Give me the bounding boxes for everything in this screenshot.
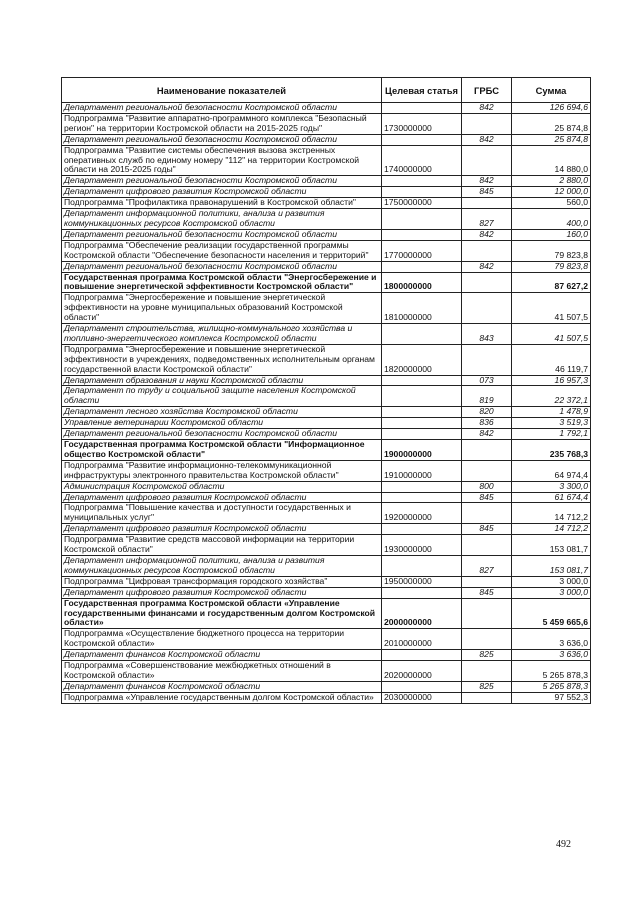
row-name-cell: Подпрограмма "Развитие системы обеспечения вызова экстренных оперативных служб по единому номеру "112" на территории Костромской области на 2015-2025 годы" (62, 145, 382, 176)
row-name-cell: Департамент финансов Костромской области (62, 650, 382, 661)
row-name-cell: Администрация Костромской области (62, 481, 382, 492)
row-name-cell: Департамент региональной безопасности Костромской области (62, 103, 382, 114)
row-target-cell: 2010000000 (382, 629, 462, 650)
row-grbs-cell (462, 503, 512, 524)
row-grbs-cell (462, 198, 512, 209)
header-sum: Сумма (512, 78, 591, 103)
budget-table-container (61, 77, 590, 704)
row-target-cell (382, 261, 462, 272)
table-row (62, 145, 591, 176)
row-name-cell: Подпрограмма "Цифровая трансформация городского хозяйства" (62, 576, 382, 587)
row-sum-cell: 14 712,2 (512, 524, 591, 535)
row-grbs-cell (462, 145, 512, 176)
row-grbs-cell: 845 (462, 587, 512, 598)
row-name-cell: Департамент информационной политики, анализа и развития коммуникационных ресурсов Костромской области (62, 209, 382, 230)
row-sum-cell: 16 957,3 (512, 375, 591, 386)
table-row (62, 503, 591, 524)
row-grbs-cell: 845 (462, 187, 512, 198)
row-target-cell (382, 375, 462, 386)
table-row (62, 272, 591, 293)
row-name-cell: Департамент региональной безопасности Костромской области (62, 134, 382, 145)
row-name-cell: Департамент строительства, жилищно-коммунального хозяйства и топливно-энергетического комплекса Костромской области (62, 324, 382, 345)
table-row (62, 407, 591, 418)
row-name-cell: Департамент по труду и социальной защите населения Костромской области (62, 386, 382, 407)
table-row (62, 324, 591, 345)
row-name-cell: Департамент региональной безопасности Костромской области (62, 261, 382, 272)
row-sum-cell: 153 081,7 (512, 555, 591, 576)
row-name-cell: Департамент финансов Костромской области (62, 681, 382, 692)
row-name-cell: Департамент региональной безопасности Костромской области (62, 176, 382, 187)
row-sum-cell: 153 081,7 (512, 535, 591, 556)
table-row (62, 176, 591, 187)
row-name-cell: Департамент цифрового развития Костромской области (62, 187, 382, 198)
row-name-cell: Департамент региональной безопасности Костромской области (62, 229, 382, 240)
table-row (62, 535, 591, 556)
table-row (62, 440, 591, 461)
row-sum-cell: 5 265 878,3 (512, 661, 591, 682)
row-target-cell: 1730000000 (382, 113, 462, 134)
table-row (62, 576, 591, 587)
row-name-cell: Подпрограмма "Развитие средств массовой информации на территории Костромской области" (62, 535, 382, 556)
table-row (62, 113, 591, 134)
row-target-cell: 2020000000 (382, 661, 462, 682)
table-row (62, 524, 591, 535)
table-row (62, 692, 591, 703)
row-sum-cell: 3 000,0 (512, 576, 591, 587)
row-target-cell: 1820000000 (382, 344, 462, 375)
row-name-cell: Государственная программа Костромской области «Управление государственными финансами и государственным долгом Костромской области» (62, 598, 382, 629)
row-grbs-cell (462, 272, 512, 293)
row-sum-cell: 3 000,0 (512, 587, 591, 598)
row-name-cell: Подпрограмма «Совершенствование межбюджетных отношений в Костромской области» (62, 661, 382, 682)
row-name-cell: Подпрограмма "Развитие аппаратно-программного комплекса "Безопасный регион" на территории Костромской области на 2015-2025 годы" (62, 113, 382, 134)
table-row (62, 587, 591, 598)
row-sum-cell: 3 300,0 (512, 481, 591, 492)
row-target-cell (382, 209, 462, 230)
row-grbs-cell: 842 (462, 103, 512, 114)
row-target-cell: 1800000000 (382, 272, 462, 293)
row-sum-cell: 400,0 (512, 209, 591, 230)
row-target-cell: 2030000000 (382, 692, 462, 703)
row-name-cell: Подпрограмма «Осуществление бюджетного процесса на территории Костромской области» (62, 629, 382, 650)
row-name-cell: Департамент цифрового развития Костромской области (62, 524, 382, 535)
row-target-cell (382, 587, 462, 598)
row-sum-cell: 2 880,0 (512, 176, 591, 187)
row-target-cell: 1750000000 (382, 198, 462, 209)
row-sum-cell: 97 552,3 (512, 692, 591, 703)
row-target-cell: 2000000000 (382, 598, 462, 629)
table-row (62, 229, 591, 240)
row-grbs-cell: 842 (462, 429, 512, 440)
row-sum-cell: 41 507,5 (512, 324, 591, 345)
table-row (62, 481, 591, 492)
table-row (62, 103, 591, 114)
row-target-cell (382, 103, 462, 114)
table-row (62, 681, 591, 692)
table-row (62, 418, 591, 429)
row-grbs-cell: 819 (462, 386, 512, 407)
row-target-cell (382, 176, 462, 187)
row-target-cell: 1950000000 (382, 576, 462, 587)
row-sum-cell: 12 000,0 (512, 187, 591, 198)
row-sum-cell: 3 636,0 (512, 650, 591, 661)
row-name-cell: Подпрограмма "Повышение качества и доступности государственных и муниципальных услуг" (62, 503, 382, 524)
table-row (62, 240, 591, 261)
table-row (62, 661, 591, 682)
row-target-cell: 1910000000 (382, 460, 462, 481)
row-target-cell: 1900000000 (382, 440, 462, 461)
row-grbs-cell: 842 (462, 229, 512, 240)
row-name-cell: Департамент информационной политики, анализа и развития коммуникационных ресурсов Костромской области (62, 555, 382, 576)
row-target-cell (382, 134, 462, 145)
table-body (62, 103, 591, 704)
row-sum-cell: 3 519,3 (512, 418, 591, 429)
row-grbs-cell (462, 344, 512, 375)
table-row (62, 460, 591, 481)
table-row (62, 492, 591, 503)
header-name: Наименование показателей (62, 78, 382, 103)
row-name-cell: Управление ветеринарии Костромской области (62, 418, 382, 429)
row-target-cell (382, 229, 462, 240)
row-sum-cell: 87 627,2 (512, 272, 591, 293)
row-grbs-cell: 827 (462, 555, 512, 576)
row-name-cell: Подпрограмма «Управление государственным долгом Костромской области» (62, 692, 382, 703)
row-target-cell: 1930000000 (382, 535, 462, 556)
row-name-cell: Подпрограмма "Энергосбережение и повышение энергетической эффективности в учреждениях, подведомственных исполнительным органам государственной власти Костромской области" (62, 344, 382, 375)
header-target: Целевая статья (382, 78, 462, 103)
row-name-cell: Подпрограмма "Профилактика правонарушений в Костромской области" (62, 198, 382, 209)
row-grbs-cell (462, 240, 512, 261)
row-sum-cell: 14 880,0 (512, 145, 591, 176)
row-sum-cell: 126 694,6 (512, 103, 591, 114)
row-grbs-cell: 073 (462, 375, 512, 386)
table-row (62, 598, 591, 629)
row-sum-cell: 79 823,8 (512, 240, 591, 261)
row-grbs-cell (462, 535, 512, 556)
row-grbs-cell (462, 440, 512, 461)
row-grbs-cell (462, 460, 512, 481)
page-number: 492 (556, 839, 571, 850)
row-target-cell (382, 555, 462, 576)
row-target-cell (382, 187, 462, 198)
table-row (62, 134, 591, 145)
row-grbs-cell: 845 (462, 524, 512, 535)
row-name-cell: Департамент образования и науки Костромской области (62, 375, 382, 386)
row-name-cell: Департамент цифрового развития Костромской области (62, 492, 382, 503)
row-grbs-cell (462, 629, 512, 650)
row-target-cell: 1770000000 (382, 240, 462, 261)
row-grbs-cell: 836 (462, 418, 512, 429)
row-target-cell (382, 481, 462, 492)
row-target-cell (382, 324, 462, 345)
row-target-cell (382, 650, 462, 661)
row-target-cell: 1920000000 (382, 503, 462, 524)
row-grbs-cell: 827 (462, 209, 512, 230)
row-sum-cell: 3 636,0 (512, 629, 591, 650)
row-grbs-cell: 845 (462, 492, 512, 503)
table-row (62, 386, 591, 407)
row-grbs-cell: 800 (462, 481, 512, 492)
row-target-cell (382, 681, 462, 692)
table-row (62, 375, 591, 386)
row-sum-cell: 46 119,7 (512, 344, 591, 375)
row-sum-cell: 160,0 (512, 229, 591, 240)
row-grbs-cell: 842 (462, 261, 512, 272)
row-name-cell: Подпрограмма "Развитие информационно-телекоммуникационной инфраструктуры электронного правительства Костромской области" (62, 460, 382, 481)
row-target-cell (382, 407, 462, 418)
row-sum-cell: 25 874,8 (512, 134, 591, 145)
row-sum-cell: 235 768,3 (512, 440, 591, 461)
row-grbs-cell: 825 (462, 650, 512, 661)
table-row (62, 261, 591, 272)
row-name-cell: Подпрограмма "Энергосбережение и повышение энергетической эффективности на уровне муниципальных образований Костромской области" (62, 293, 382, 324)
row-grbs-cell: 842 (462, 176, 512, 187)
row-sum-cell: 79 823,8 (512, 261, 591, 272)
row-sum-cell: 1 478,9 (512, 407, 591, 418)
row-sum-cell: 1 792,1 (512, 429, 591, 440)
row-sum-cell: 5 265 878,3 (512, 681, 591, 692)
row-grbs-cell: 820 (462, 407, 512, 418)
table-row (62, 344, 591, 375)
table-row (62, 187, 591, 198)
row-sum-cell: 14 712,2 (512, 503, 591, 524)
row-grbs-cell: 843 (462, 324, 512, 345)
header-grbs: ГРБС (462, 78, 512, 103)
table-row (62, 650, 591, 661)
row-sum-cell: 5 459 665,6 (512, 598, 591, 629)
row-sum-cell: 61 674,4 (512, 492, 591, 503)
row-target-cell (382, 429, 462, 440)
table-row (62, 198, 591, 209)
row-sum-cell: 22 372,1 (512, 386, 591, 407)
row-sum-cell: 64 974,4 (512, 460, 591, 481)
row-grbs-cell (462, 576, 512, 587)
row-grbs-cell (462, 692, 512, 703)
row-name-cell: Департамент лесного хозяйства Костромской области (62, 407, 382, 418)
table-row (62, 555, 591, 576)
row-target-cell: 1810000000 (382, 293, 462, 324)
table-row (62, 209, 591, 230)
table-row (62, 293, 591, 324)
row-grbs-cell (462, 598, 512, 629)
row-name-cell: Подпрограмма "Обеспечение реализации государственной программы Костромской области "Обеспечение безопасности населения и территорий" (62, 240, 382, 261)
row-target-cell (382, 492, 462, 503)
row-grbs-cell: 825 (462, 681, 512, 692)
row-sum-cell: 41 507,5 (512, 293, 591, 324)
row-grbs-cell (462, 293, 512, 324)
row-target-cell (382, 418, 462, 429)
row-grbs-cell (462, 661, 512, 682)
table-row (62, 629, 591, 650)
row-sum-cell: 25 874,8 (512, 113, 591, 134)
table-header-row (62, 78, 591, 103)
row-target-cell: 1740000000 (382, 145, 462, 176)
row-sum-cell: 560,0 (512, 198, 591, 209)
row-name-cell: Государственная программа Костромской области "Энергосбережение и повышение энергетической эффективности Костромской области" (62, 272, 382, 293)
row-name-cell: Государственная программа Костромской области "Информационное общество Костромской области" (62, 440, 382, 461)
row-target-cell (382, 386, 462, 407)
row-name-cell: Департамент цифрового развития Костромской области (62, 587, 382, 598)
row-name-cell: Департамент региональной безопасности Костромской области (62, 429, 382, 440)
row-grbs-cell: 842 (462, 134, 512, 145)
table-row (62, 429, 591, 440)
row-target-cell (382, 524, 462, 535)
row-grbs-cell (462, 113, 512, 134)
budget-table (61, 77, 591, 704)
